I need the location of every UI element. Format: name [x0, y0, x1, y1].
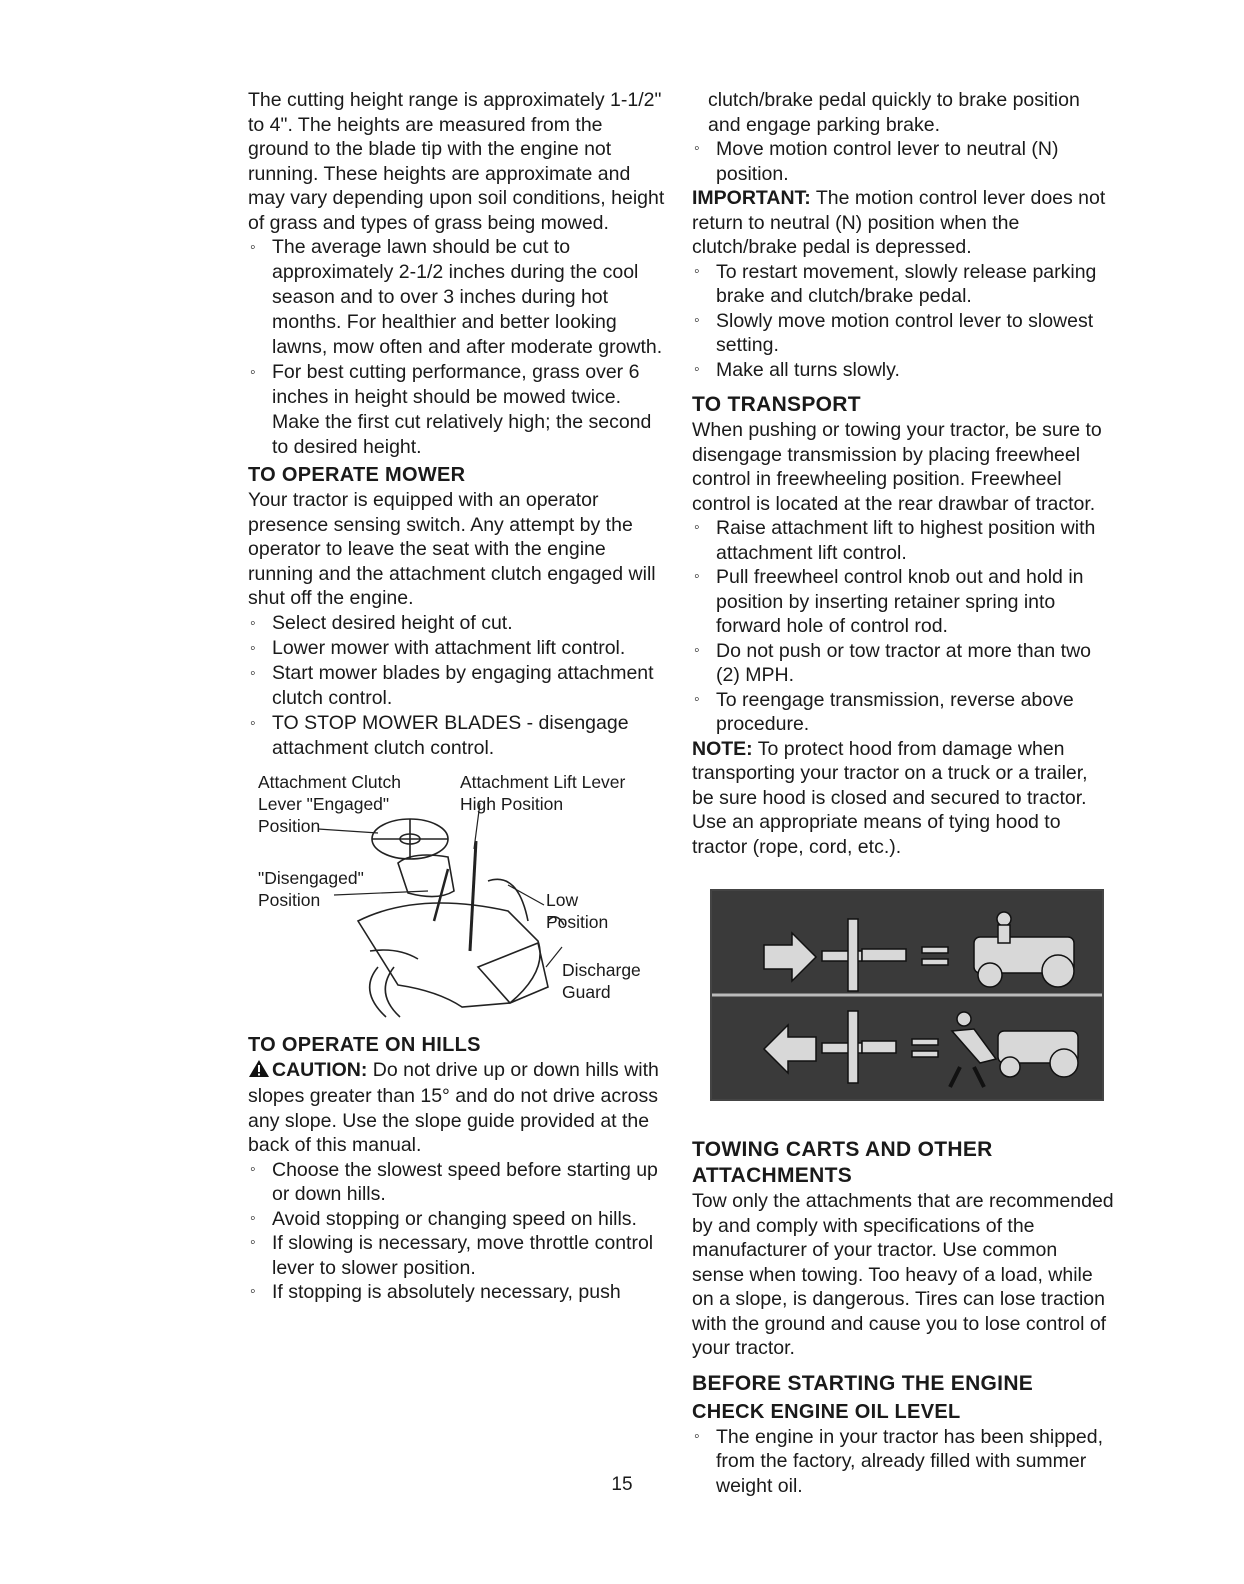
towing-paragraph: Tow only the attachments that are recommended by and comply with specifications of the manufacturer of your tractor. Use common sense when towing. Too heavy of a load, while on a slope, is dangerous. Tires can lose traction with the ground and cause you to lose control of your tractor.: [692, 1190, 1114, 1359]
operate-mower-heading: TO OPERATE MOWER: [248, 464, 466, 486]
list-item: ◦ Move motion control lever to neutral (N) position.: [692, 137, 1114, 186]
low-position-label: Low Position: [546, 889, 609, 932]
list-item: ◦ If stopping is absolutely necessary, push: [248, 1280, 666, 1305]
mower-controls-figure: [248, 771, 666, 1019]
cutting-height-paragraph: The cutting height range is approximately 1-1/2" to 4". The heights are measured from the ground to the blade tip with the engine not running. These heights are approximate and may vary depending upon soil conditions, height of grass and types of grass being mowed.: [248, 89, 665, 234]
transport-paragraph: When pushing or towing your tractor, be sure to disengage transmission by placing freewheel control in freewheeling position. Freewheel control is located at the rear drawbar of tractor.: [692, 419, 1102, 515]
list-item: ◦ For best cutting performance, grass over 6 inches in height should be mowed twice. Make the first cut relatively high; the second to desired height.: [248, 360, 666, 460]
list-item: ◦ Select desired height of cut.: [248, 611, 666, 636]
list-item: ◦ Raise attachment lift to highest position with attachment lift control.: [692, 516, 1114, 565]
list-item: ◦ Lower mower with attachment lift control.: [248, 636, 666, 661]
towing-heading: TOWING CARTS AND OTHER ATTACHMENTS: [692, 1138, 993, 1187]
before-starting-heading: BEFORE STARTING THE ENGINE: [692, 1371, 1034, 1395]
important-text: The motion control lever does not return to neutral (N) position when the clutch/brake pedal is depressed.: [692, 187, 1106, 258]
important-label: IMPORTANT:: [692, 187, 811, 209]
lift-lever-high-label: Attachment Lift Lever High Position: [460, 771, 626, 814]
page-number: 15: [611, 1474, 633, 1495]
discharge-guard-label: Discharge Guard: [562, 959, 641, 1002]
list-item: ◦ If slowing is necessary, move throttle control lever to slower position.: [248, 1231, 666, 1280]
transport-steps-list: [692, 516, 1114, 737]
disengaged-position-label: "Disengaged" Position: [258, 867, 364, 910]
right-column: [692, 88, 1114, 1498]
list-item: ◦ Slowly move motion control lever to slowest setting.: [692, 309, 1114, 358]
mower-steps-list: [248, 611, 666, 761]
note-label: NOTE:: [692, 737, 753, 760]
transport-heading: TO TRANSPORT: [692, 393, 861, 416]
operate-mower-paragraph: Your tractor is equipped with an operator presence sensing switch. Any attempt by the operator to leave the seat with the engine running and the attachment clutch engaged will shut off the engine.: [248, 489, 656, 609]
list-item: ◦ The average lawn should be cut to approximately 2-1/2 inches during the cool season and to over 3 inches during hot months. For healthier and better looking lawns, mow often and after moderate growth.: [248, 235, 666, 360]
stop-steps-list: [692, 137, 1114, 186]
list-item: ◦ Start mower blades by engaging attachment clutch control.: [248, 661, 666, 711]
list-item: ◦ The engine in your tractor has been shipped, from the factory, already filled with summer weight oil.: [692, 1425, 1114, 1499]
note-paragraph: [692, 737, 1114, 860]
mowing-tips-list: [248, 235, 666, 460]
restart-steps-list: [692, 260, 1114, 383]
list-item: ◦ Do not push or tow tractor at more than two (2) MPH.: [692, 639, 1114, 688]
list-item: ◦ Avoid stopping or changing speed on hills.: [248, 1207, 666, 1232]
caution-paragraph: [248, 1058, 666, 1158]
list-item: ◦ To reengage transmission, reverse above procedure.: [692, 688, 1114, 737]
warning-triangle-icon: [248, 1059, 270, 1085]
list-item: ◦ Choose the slowest speed before starting up or down hills.: [248, 1158, 666, 1207]
list-item: ◦ Pull freewheel control knob out and hold in position by inserting retainer spring into forward hole of control rod.: [692, 565, 1114, 639]
caution-text: Do not drive up or down hills with slopes greater than 15° and do not drive across any slope. Use the slope guide provided at the back of this manual.: [248, 1058, 659, 1156]
continued-paragraph: clutch/brake pedal quickly to brake position and engage parking brake.: [708, 89, 1080, 136]
operate-hills-heading: TO OPERATE ON HILLS: [248, 1033, 481, 1056]
note-text: To protect hood from damage when transporting your tractor on a truck or a trailer, be sure hood is closed and secured to tractor. Use an appropriate means of tying hood to tractor (rope, cord, etc.).: [692, 737, 1088, 858]
important-paragraph: [692, 186, 1114, 260]
left-column: [248, 88, 666, 1305]
list-item: ◦ TO STOP MOWER BLADES - disengage attachment clutch control.: [248, 711, 666, 761]
list-item: ◦ Make all turns slowly.: [692, 358, 1114, 383]
freewheel-decal-image: [710, 889, 1104, 1101]
check-oil-heading: CHECK ENGINE OIL LEVEL: [692, 1400, 961, 1423]
hills-steps-list: [248, 1158, 666, 1305]
clutch-lever-engaged-label: Attachment Clutch Lever "Engaged" Position: [258, 771, 401, 836]
list-item: ◦ To restart movement, slowly release parking brake and clutch/brake pedal.: [692, 260, 1114, 309]
caution-label: CAUTION:: [272, 1058, 368, 1081]
